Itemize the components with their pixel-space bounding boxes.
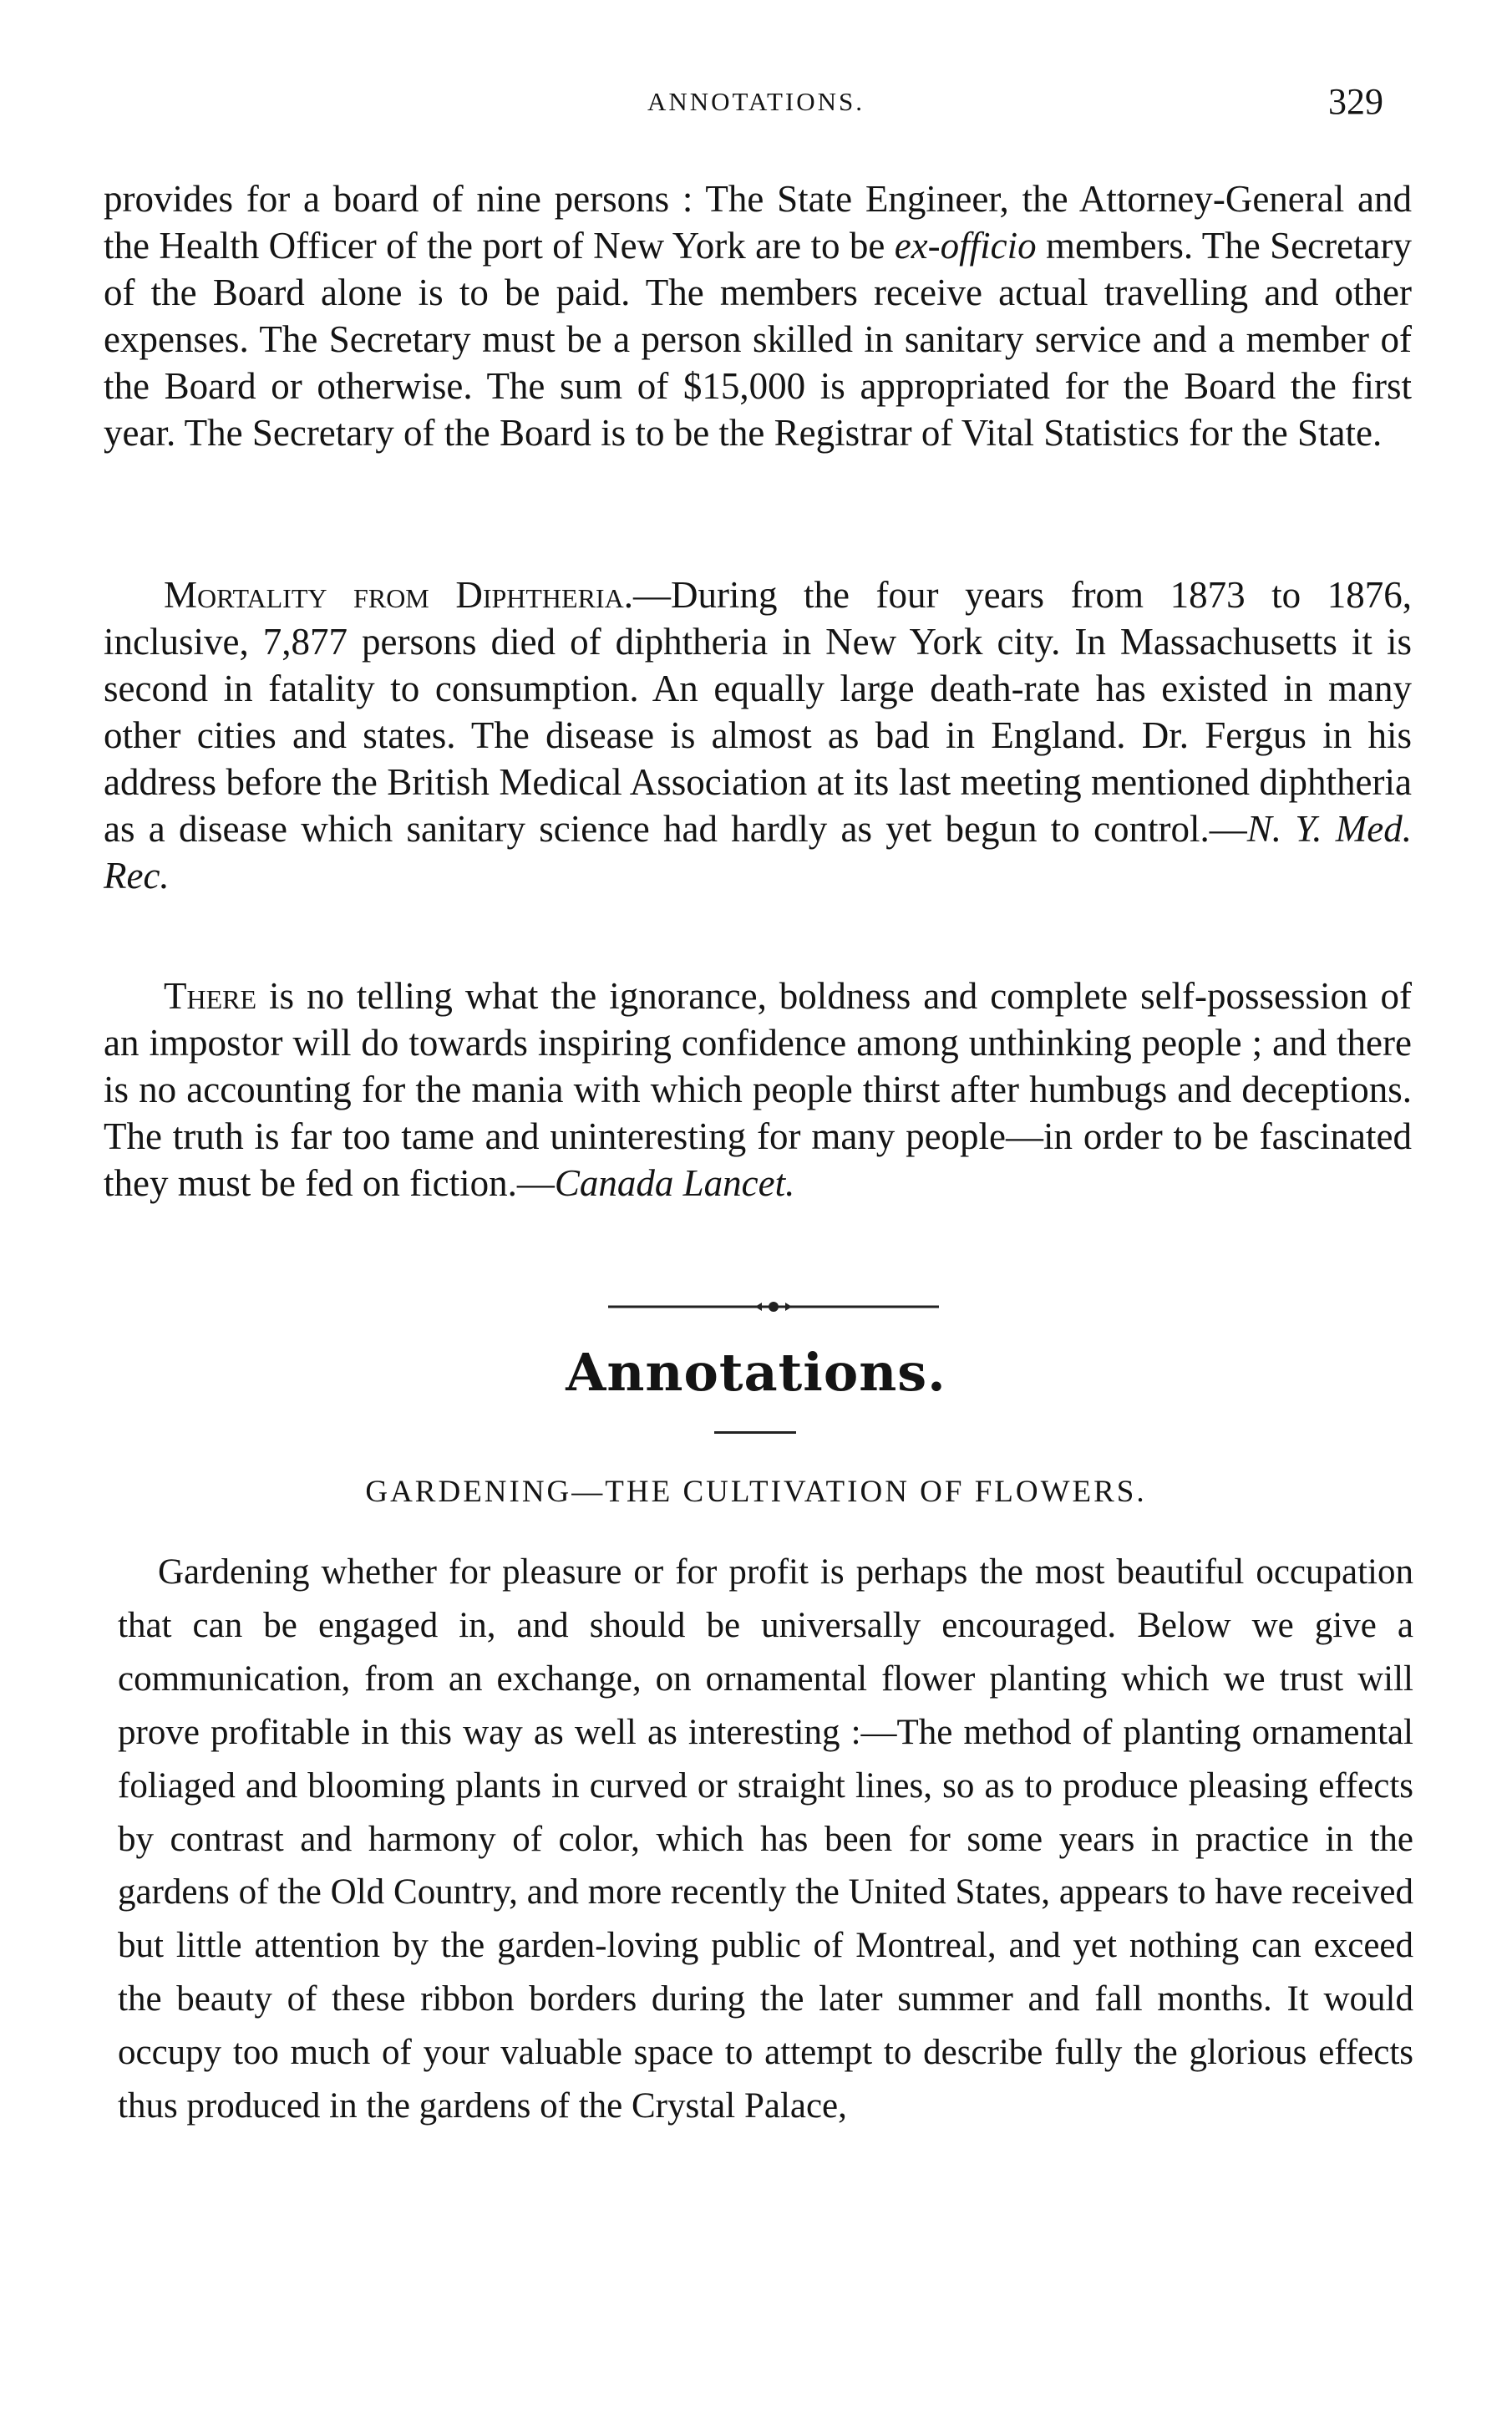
source-citation: N. Y. Med. Rec. [104,808,1412,897]
paragraph-diphtheria [104,571,1412,899]
paragraph-text: Gardening whether for pleasure or for profit is perhaps the most beautiful occupation that can be engaged in, and should be universally encouraged. Below we give a communication, from an exchange, on ornamental flower planting which we trust will prove profitable in this way as well as interesting :—The method of planting ornamental foliaged and blooming plants in curved or straight lines, so as to produce pleasing effects by contrast and harmony of color, which has been for some years in practice in the gardens of the Old Country, and more recently the United States, appears to have received but little attention by the garden-loving public of Montreal, and yet nothing can exceed the beauty of these ribbon borders during the later summer and fall months. It would occupy too much of your valuable space to attempt to describe fully the glorious effects thus produced in the gardens of the Crystal Palace, [118,1552,1413,2126]
ornament-divider [608,1294,939,1319]
page-header [0,80,1512,130]
paragraph-lead: Mortality from Diphtheria. [164,574,633,616]
section-title: Annotations. [566,1342,946,1403]
paragraph-text: —During the four years from 1873 to 1876, inclusive, 7,877 persons died of diphtheria in New York city. In Massachusetts it is second in fatality to consumption. An equally large death-rate has existed in many other cities and states. The disease is almost as bad in England. Dr. Fergus in his address before the British Medical Association at its last meeting mentioned diphtheria as a disease which sanitary science had hardly as yet begun to control.— [104,574,1412,850]
running-head: ANNOTATIONS. [647,87,865,116]
italic-term: ex-officio [894,225,1037,267]
paragraph-gardening [118,1546,1413,2133]
paragraph-text: members. The Secretary of the Board alone is to be paid. The members receive actual travelling and other expenses. The Secretary must be a person skilled in sanitary service and a member of the Board or otherwise. The sum of $15,000 is appropriated for the Board the first year. The Secretary of the Board is to be the Registrar of Vital Statistics for the State. [104,225,1412,454]
article-subheading: GARDENING—THE CULTIVATION OF FLOWERS. [365,1475,1147,1509]
divider [714,1431,796,1434]
paragraph-text: provides for a board of nine persons : The State Engineer, the Attorney-General and the Health Officer of the port of New York are to be [104,178,1412,267]
page-number: 329 [1328,81,1383,122]
paragraph-board-of-health [104,175,1412,456]
paragraph-impostor [104,973,1412,1206]
paragraph-lead: There [164,975,257,1017]
paragraph-text: is no telling what the ignorance, boldness and complete self-possession of an impostor will do towards inspiring confidence among unthinking people ; and there is no accounting for the mania with which people thirst after humbugs and deceptions. The truth is far too tame and uninteresting for many people—in order to be fascinated they must be fed on fiction.— [104,975,1412,1204]
source-citation: Canada Lancet. [554,1162,795,1204]
